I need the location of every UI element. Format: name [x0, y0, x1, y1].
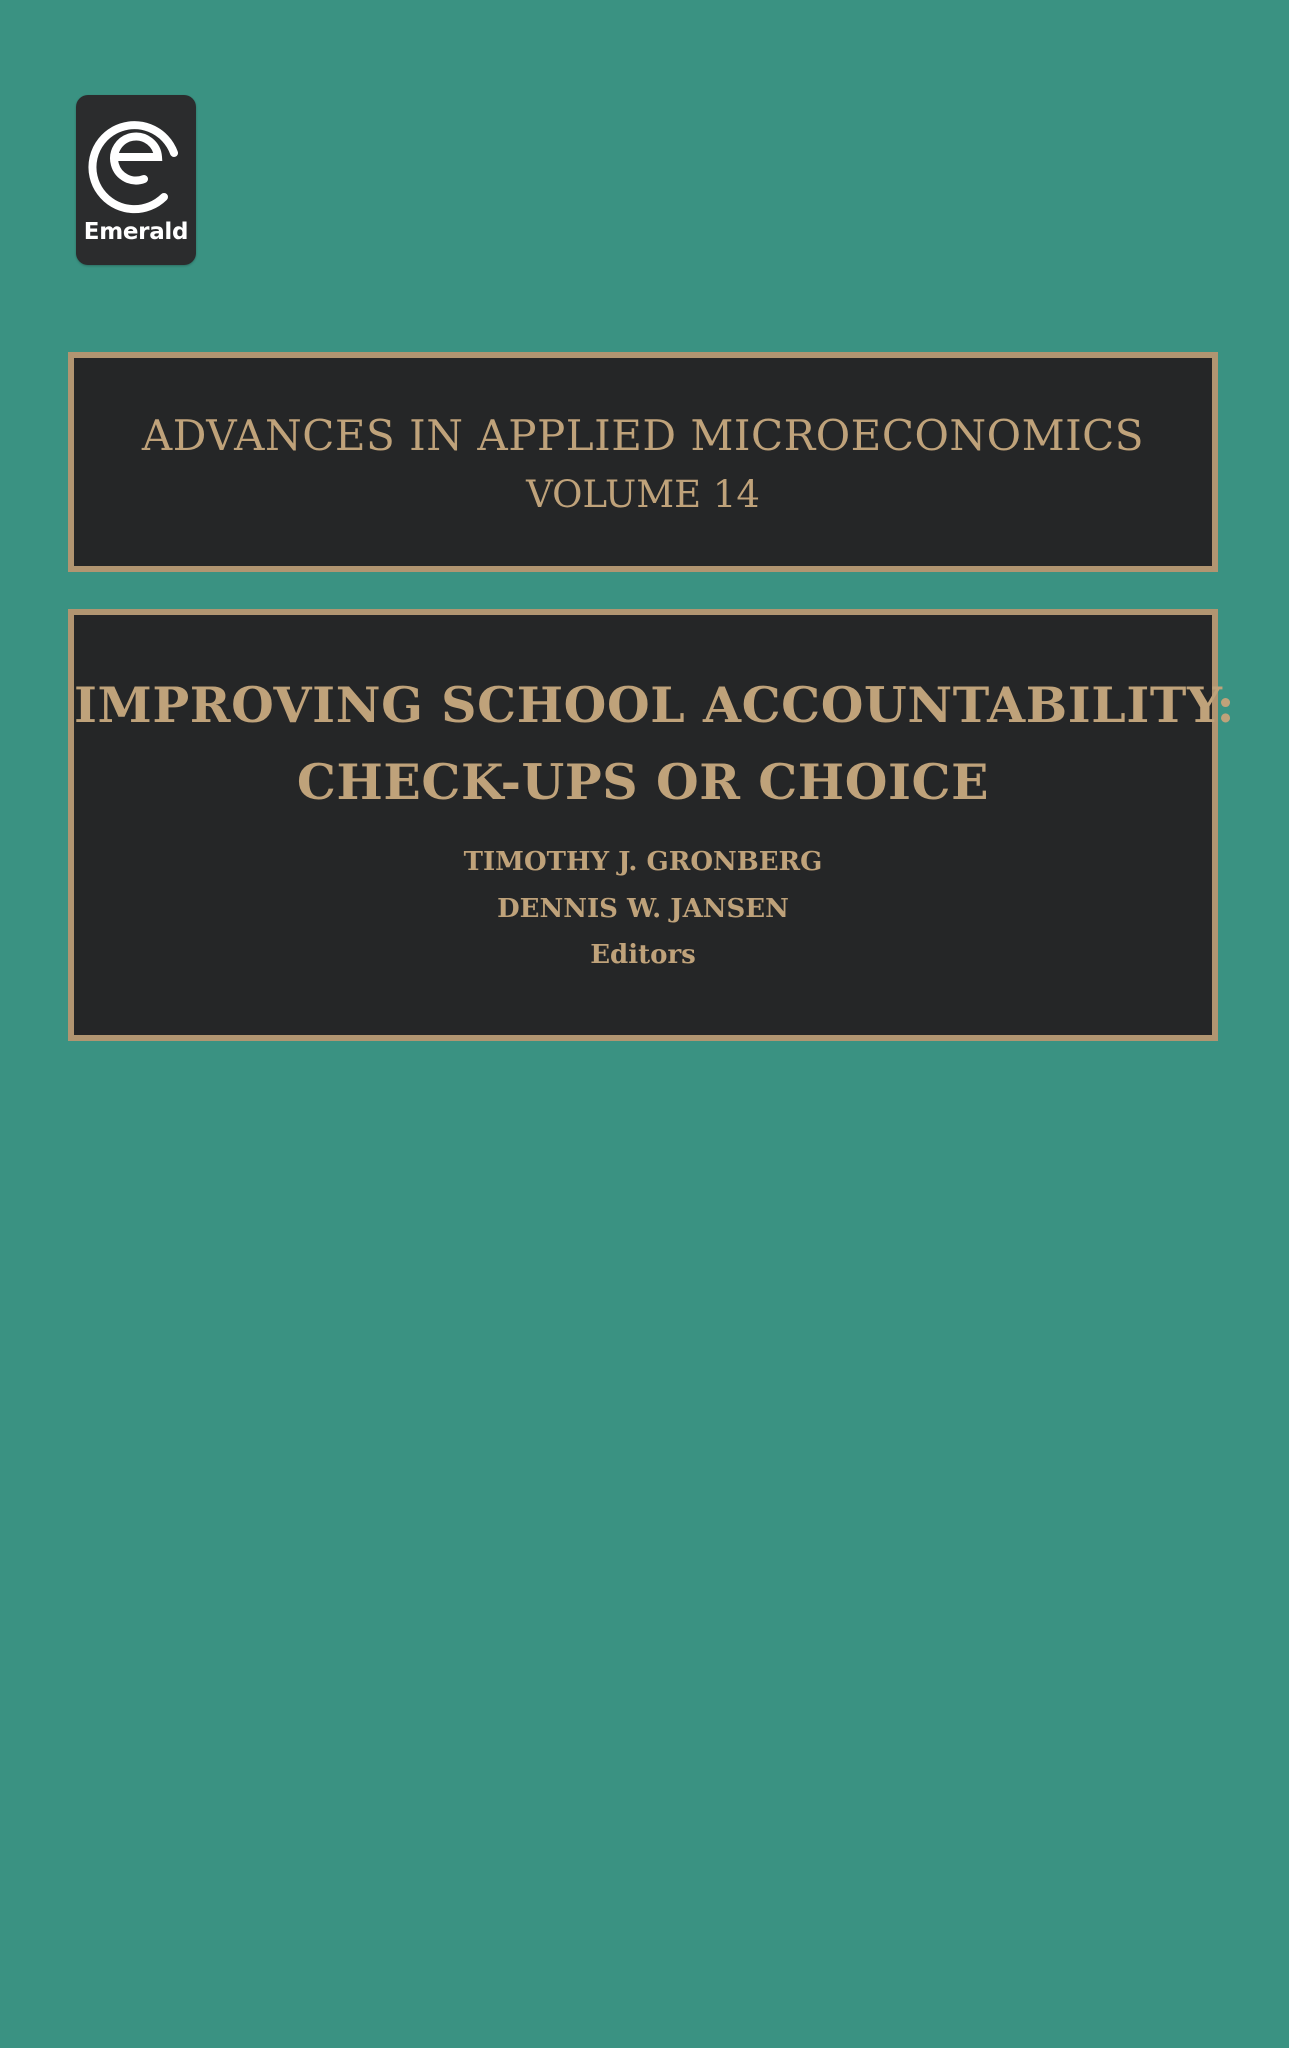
book-title-line-2: CHECK-UPS OR CHOICE — [296, 753, 990, 811]
editors-label: Editors — [590, 940, 696, 970]
editor-name: TIMOTHY J. GRONBERG — [463, 847, 823, 877]
series-volume: VOLUME 14 — [526, 473, 760, 516]
publisher-logo — [76, 95, 196, 265]
emerald-e-logo-icon — [86, 103, 186, 215]
book-title-line-1: IMPROVING SCHOOL ACCOUNTABILITY: — [74, 676, 1236, 734]
series-name: ADVANCES IN APPLIED MICROECONOMICS — [141, 411, 1145, 460]
editor-name: DENNIS W. JANSEN — [497, 894, 789, 924]
logo-text: Emerald — [83, 219, 189, 245]
title-panel — [68, 609, 1236, 1041]
series-panel — [68, 352, 1218, 572]
